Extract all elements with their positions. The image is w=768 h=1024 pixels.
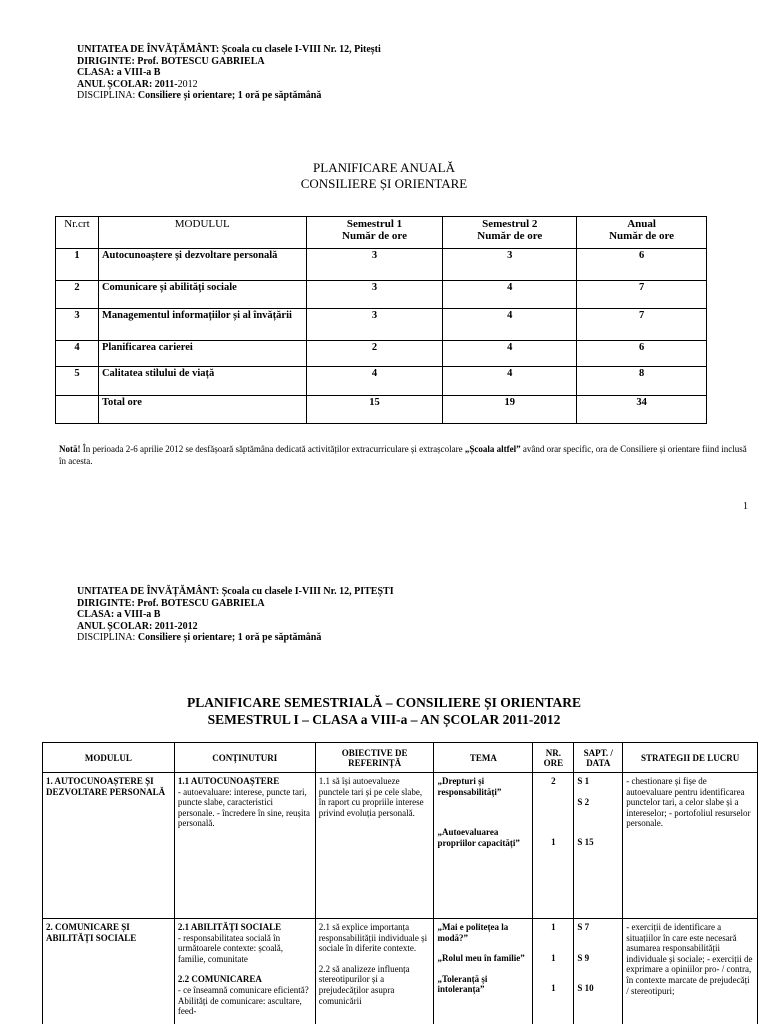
col-obiective: OBIECTIVE DE REFERINȚĂ	[315, 743, 434, 773]
an-scolar-line: ANUL ȘCOLAR: 2011-2012	[77, 78, 198, 90]
col-ore: NR. ORE	[533, 743, 574, 773]
table-row: 1. AUTOCUNOAȘTERE ȘI DEZVOLTARE PERSONALĂ 1.1 AUTOCUNOAȘTERE - autoevaluare: interese, puncte tari, puncte slabe, caracteristici personale. - încredere în sine, reușita personală. 1.1 să își autoevalueze punctele tari și pe cele slabe, în raport cu propriile interese privind evoluția personală. „Drepturi și responsabilități” „Autoevaluarea propriilor capacități” 2 1 S 1 S 2 S 15 - chestionare și fișe de autoevaluare pentru identificarea punctelor tari, a celor slabe și a intereselor; - portofoliul resurselor personale.	[43, 773, 758, 919]
table-row: 1 Autocunoaștere și dezvoltare personală 3 3 6	[56, 249, 707, 281]
annual-title: PLANIFICARE ANUALĂ CONSILIERE ȘI ORIENTARE	[300, 160, 468, 191]
col-nr: Nr.crt	[56, 217, 99, 249]
page-number: 1	[743, 501, 748, 512]
table-row: 3 Managementul informațiilor și al învățării 3 4 7	[56, 309, 707, 341]
table-row: 2 Comunicare și abilități sociale 3 4 7	[56, 281, 707, 309]
clasa-line: CLASA: a VIII-a B	[77, 609, 161, 621]
unit-line: UNITATEA DE ÎNVĂȚĂMÂNT: Școala cu clasele I-VIII Nr. 12, PITEȘTI	[77, 586, 394, 597]
col-anual: Anual Număr de ore	[577, 217, 707, 249]
col-tema: TEMA	[434, 743, 533, 773]
clasa-line: CLASA: a VIII-a B	[77, 67, 161, 79]
an-scolar-line: ANUL ȘCOLAR: 2011-2012	[77, 620, 198, 632]
page2-header	[77, 586, 394, 644]
semester-plan-table	[42, 742, 758, 1024]
semester-title: PLANIFICARE SEMESTRIALĂ – CONSILIERE ȘI ORIENTARE SEMESTRUL I – CLASA a VIII-a – AN ȘCOLAR 2011-2012	[187, 695, 581, 727]
table-row: 2. COMUNICARE ȘI ABILITĂȚI SOCIALE 2.1 ABILITĂȚI SOCIALE - responsabilitatea socială în următoarele contexte: școală, familie, comunitate 2.2 COMUNICAREA - ce înseamnă comunicare eficientă? Abilități de comunicare: ascultare, feed- 2.1 să explice importanța responsabilității individuale și sociale în diferite contexte. 2.2 să analizeze influența stereotipurilor și a prejudecăților asupra comunicării „Mai e politețea la modă?” „Rolul meu în familie” „Toleranță și intoleranța” 1 1 1 S 7 S 9 S 10 - exerciții de identificare a situațiilor în care este necesară asumarea responsabilității individuale și sociale; - exerciții de exprimare a opiniilor pro- / contra, în contexte marcate de prejudecăți / stereotipuri;	[43, 919, 758, 1024]
table-row: 4 Planificarea carierei 2 4 6	[56, 341, 707, 367]
disciplina-line: DISCIPLINA: Consiliere și orientare; 1 oră pe săptămână	[77, 632, 322, 644]
disciplina-line: DISCIPLINA: Consiliere și orientare; 1 oră pe săptămână	[77, 90, 322, 102]
page1-header	[77, 44, 381, 102]
col-sapt: SAPT. / DATA	[574, 743, 623, 773]
col-sem1: Semestrul 1 Număr de ore	[306, 217, 443, 249]
table-total-row: Total ore 15 19 34	[56, 396, 707, 424]
table-header-row	[43, 743, 758, 773]
diriginte-line: DIRIGINTE: Prof. BOTESCU GABRIELA	[77, 597, 265, 609]
col-sem2: Semestrul 2 Număr de ore	[443, 217, 577, 249]
note-paragraph: Notă! În perioada 2-6 aprilie 2012 se desfășoară săptămâna dedicată activităților extracurriculare și extrașcolare „Școala altfel” având orar specific, ora de Consiliere și orientare fiind inclusă în acesta.	[59, 444, 747, 466]
col-modul: MODULUL	[98, 217, 306, 249]
col-continuturi: CONȚINUTURI	[174, 743, 315, 773]
annual-plan-table	[55, 216, 707, 424]
unit-line: UNITATEA DE ÎNVĂȚĂMÂNT: Școala cu clasele I-VIII Nr. 12, Pitești	[77, 44, 381, 55]
col-modul: MODULUL	[43, 743, 175, 773]
table-header-row	[56, 217, 707, 249]
table-row: 5 Calitatea stilului de viață 4 4 8	[56, 367, 707, 396]
diriginte-line: DIRIGINTE: Prof. BOTESCU GABRIELA	[77, 55, 265, 67]
col-strategii: STRATEGII DE LUCRU	[623, 743, 758, 773]
